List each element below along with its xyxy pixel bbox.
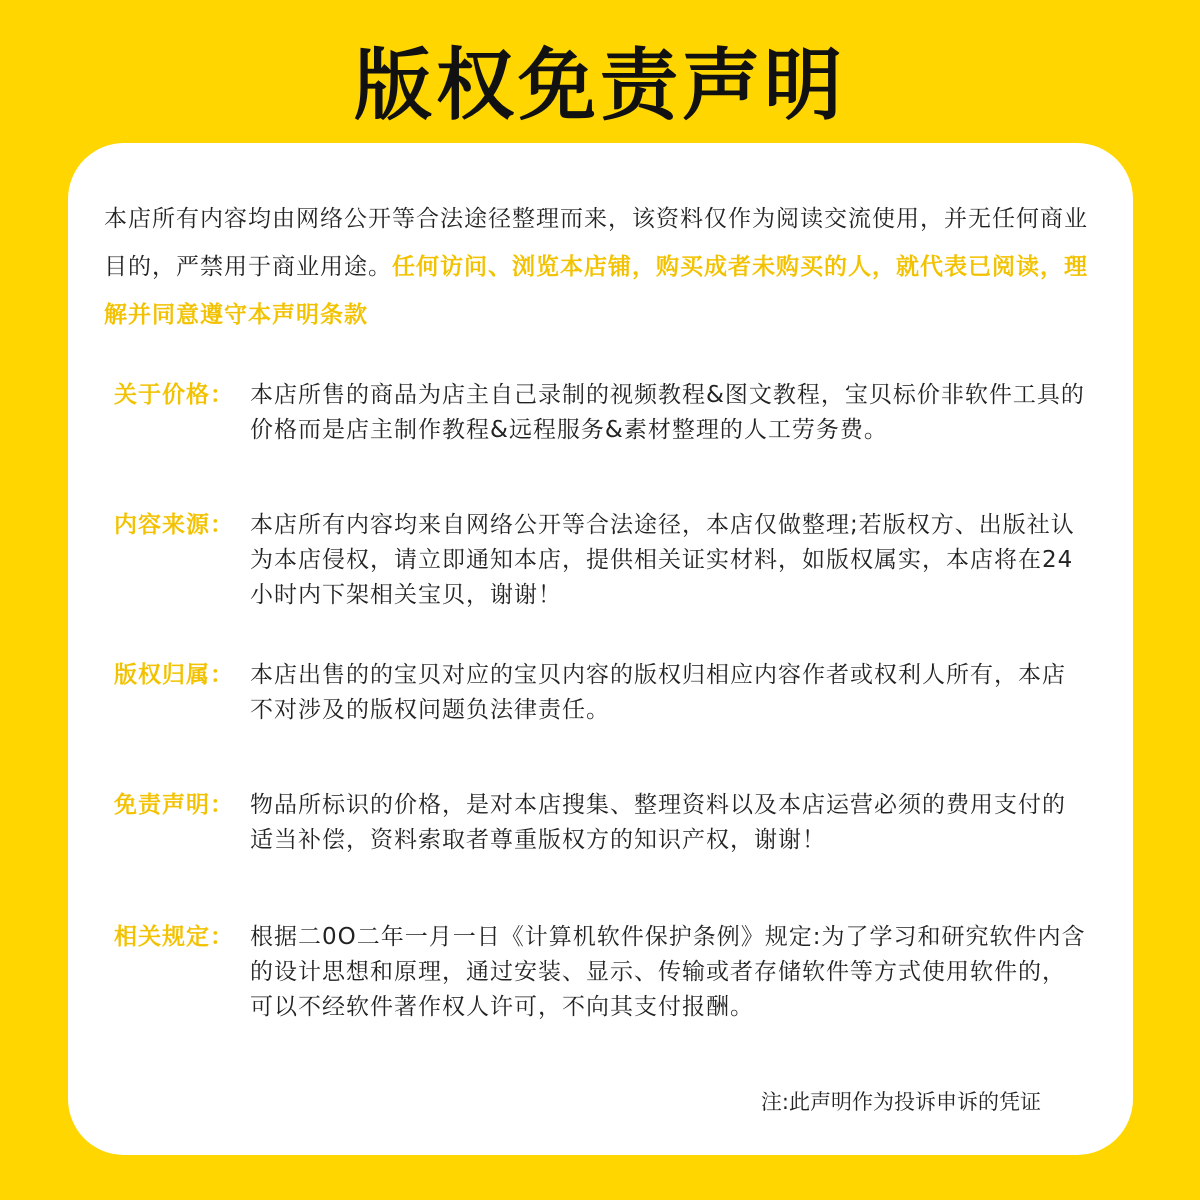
- disclaimer-card: [68, 143, 1133, 1155]
- section-label-price: 关于价格：: [114, 382, 234, 408]
- page-title: 版权免责声明: [353, 41, 846, 131]
- intro-highlight-text: 任何访问、浏览本店铺，购买成者未购买的人，就代表已阅读，理解并同意遵守本声明条款: [104, 254, 1088, 328]
- section-copyright: [114, 658, 1089, 728]
- section-text-regulations: 根据二0O二年一月一日《计算机软件保护条例》规定:为了学习和研究软件内含的设计思想和原理，通过安装、显示、传输或者存储软件等方式使用软件的，可以不经软件著作权人许可，不向其支付报酬。: [250, 924, 1086, 1020]
- section-disclaimer: [114, 788, 1089, 858]
- section-text-price: 本店所售的商品为店主自己录制的视频教程&图文教程，宝贝标价非软件工具的价格而是店主制作教程&远程服务&素材整理的人工劳务费。: [250, 382, 1085, 443]
- section-text-copyright: 本店出售的的宝贝对应的宝贝内容的版权归相应内容作者或权利人所有，本店不对涉及的版权问题负法律责任。: [250, 662, 1066, 723]
- intro-paragraph: [104, 195, 1094, 339]
- section-label-regulations: 相关规定：: [114, 924, 234, 950]
- section-label-copyright: 版权归属：: [114, 662, 234, 688]
- section-label-source: 内容来源：: [114, 512, 234, 538]
- section-text-disclaimer: 物品所标识的价格，是对本店搜集、整理资料以及本店运营必须的费用支付的适当补偿，资料索取者尊重版权方的知识产权，谢谢！: [250, 792, 1066, 853]
- section-label-disclaimer: 免责声明：: [114, 792, 234, 818]
- intro-text: 本店所有内容均由网络公开等合法途径整理而来，该资料仅作为阅读交流使用，并无任何商业目的，严禁用于商业用途。: [104, 206, 1088, 280]
- section-source: [114, 508, 1089, 613]
- footer-note: 注:此声明作为投诉申诉的凭证: [760, 1090, 1041, 1114]
- section-price: [114, 378, 1089, 448]
- section-text-source: 本店所有内容均来自网络公开等合法途径，本店仅做整理;若版权方、出版社认为本店侵权，请立即通知本店，提供相关证实材料，如版权属实，本店将在24小时内下架相关宝贝，谢谢！: [250, 512, 1075, 608]
- section-regulations: [114, 920, 1089, 1025]
